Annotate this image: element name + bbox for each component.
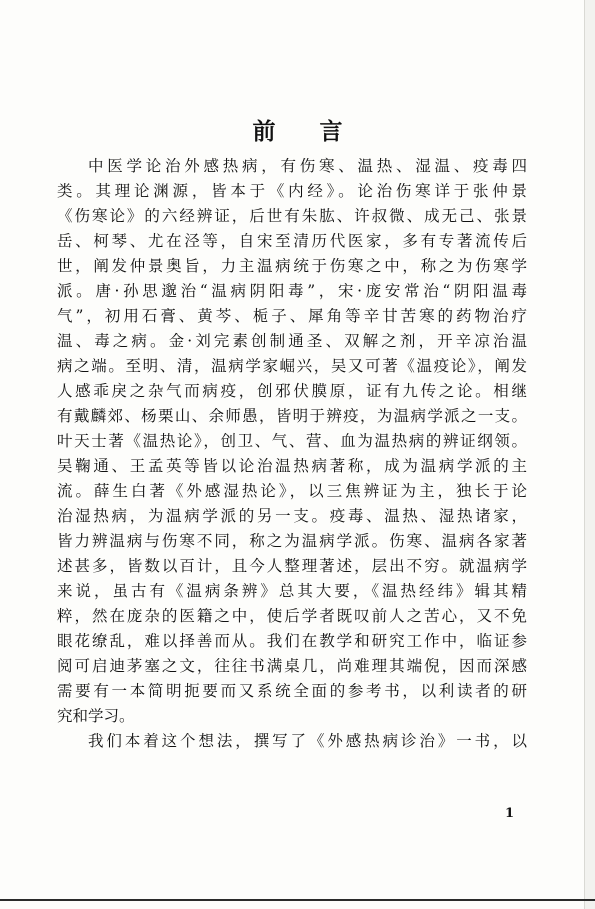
page-number: 1 (505, 806, 515, 821)
text-line: 气”，初用石膏、黄芩、栀子、犀角等辛甘苦寒的药物治疗 (57, 307, 527, 325)
text-line: 阅可启迪茅塞之文，往往书满桌几，尚难理其端倪，因而深感 (57, 657, 527, 675)
text-line: 我们本着这个想法，撰写了《外感热病诊治》一书，以 (88, 732, 527, 750)
text-line: 来说，虽古有《温病条辨》总其大要，《温热经纬》辑其精 (57, 582, 527, 600)
text-line: 述甚多，皆数以百计，且今人整理著述，层出不穷。就温病学 (57, 557, 527, 575)
text-line: 中医学论治外感热病，有伤寒、温热、湿温、疫毒四 (88, 157, 527, 175)
text-line: 流。薛生白著《外感湿热论》，以三焦辨证为主，独长于论 (57, 482, 527, 500)
text-line: 治湿热病，为温病学派的另一支。疫毒、温热、湿热诸家， (57, 507, 527, 525)
text-line: 人感乖戾之杂气而病疫，创邪伏膜原，证有九传之论。相继 (57, 382, 527, 400)
text-line: 叶天士著《温热论》，创卫、气、营、血为温热病的辨证纲领。 (57, 432, 527, 450)
text-line: 世，阐发仲景奥旨，力主温病统于伤寒之中，称之为伤寒学 (57, 257, 527, 275)
text-line: 眼花缭乱，难以择善而从。我们在教学和研究工作中，临证参 (57, 632, 527, 650)
text-line: 《伤寒论》的六经辨证，后世有朱肱、许叔微、成无己、张景 (57, 207, 527, 225)
text-line: 派。唐·孙思邈治“温病阴阳毒”，宋·庞安常治“阴阳温毒 (57, 282, 527, 300)
bottom-rule (0, 899, 595, 901)
text-line: 岳、柯琴、尤在泾等，自宋至清历代医家，多有专著流传后 (57, 232, 527, 250)
text-line: 究和学习。 (57, 707, 135, 725)
page-title: 前 言 (252, 118, 361, 145)
text-line: 需要有一本简明扼要而又系统全面的参考书，以利读者的研 (57, 682, 527, 700)
preface-body (57, 154, 527, 754)
text-line: 粹，然在庞杂的医籍之中，使后学者既叹前人之苦心，又不免 (57, 607, 527, 625)
text-line: 皆力辨温病与伤寒不同，称之为温病学派。伤寒、温病各家著 (57, 532, 527, 550)
text-line: 吴鞠通、王孟英等皆以论治温热病著称，成为温病学派的主 (57, 457, 527, 475)
text-line: 病之端。至明、清，温病学家崛兴，吴又可著《温疫论》，阐发 (57, 357, 527, 375)
text-line: 有戴麟郊、杨栗山、余师愚，皆明于辨疫，为温病学派之一支。 (57, 407, 527, 425)
text-line: 温、毒之病。金·刘完素创制通圣、双解之剂，开辛凉治温 (57, 332, 527, 350)
text-line: 类。其理论渊源，皆本于《内经》。论治伤寒详于张仲景 (57, 182, 527, 200)
